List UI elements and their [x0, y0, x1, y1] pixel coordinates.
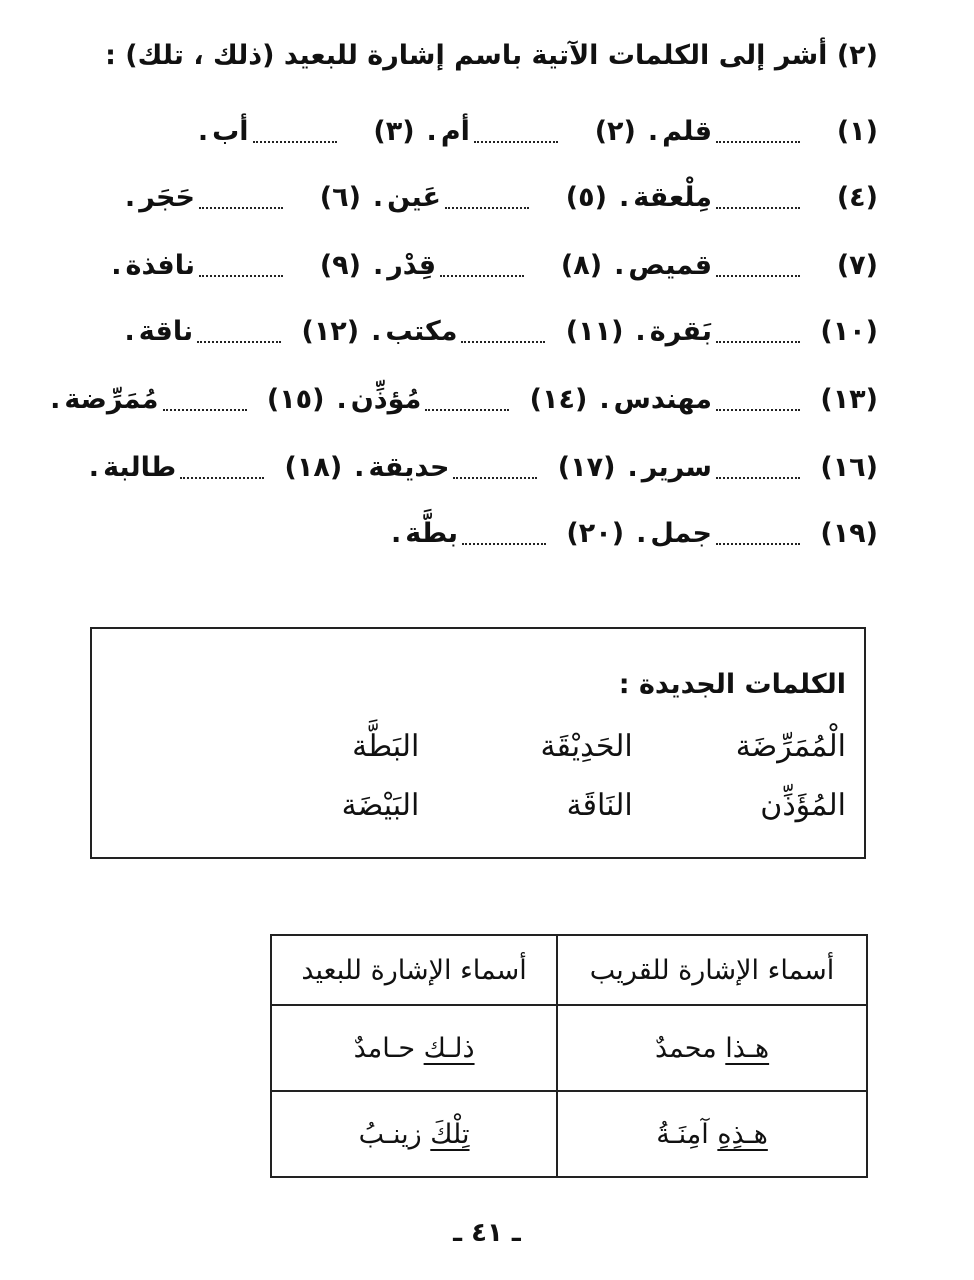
exercise-row: [88, 508, 878, 558]
exercise-row: [88, 106, 878, 156]
answer-blank[interactable]: [453, 455, 537, 479]
exercise-item: [342, 452, 615, 483]
item-word: بَقرة: [649, 315, 712, 347]
item-period: .: [336, 383, 347, 415]
item-number: (١٩): [820, 517, 878, 549]
exercise-item: [38, 384, 324, 415]
answer-blank[interactable]: [716, 253, 800, 277]
item-word: مكتب: [385, 315, 458, 347]
exercise-item: [624, 518, 878, 549]
exercise-item: [602, 250, 878, 281]
item-period: .: [426, 115, 437, 147]
item-number: (٦): [319, 181, 361, 213]
item-word: قميص: [628, 249, 712, 281]
item-word: بطَّة: [405, 517, 459, 549]
table-cell-far: [271, 1091, 557, 1177]
exercise-row: [88, 442, 878, 492]
item-period: .: [614, 249, 625, 281]
item-number: (٤): [836, 181, 878, 213]
item-period: .: [372, 181, 384, 213]
exercise-item: [113, 316, 360, 347]
exercise-item: [361, 182, 607, 213]
answer-blank[interactable]: [716, 387, 800, 411]
near-demonstrative: هـذا: [725, 1032, 770, 1064]
table-header-near: أسماء الإشارة للقريب: [557, 935, 867, 1005]
item-number: (١٥): [266, 383, 325, 415]
item-period: .: [111, 249, 122, 281]
item-word: أب: [212, 115, 249, 147]
item-period: .: [88, 451, 100, 483]
exercise-item: [113, 182, 361, 213]
answer-blank[interactable]: [716, 319, 800, 343]
table-row: [271, 1091, 867, 1177]
item-period: .: [599, 383, 610, 415]
table-cell-far: [271, 1005, 557, 1091]
item-number: (٩): [319, 249, 361, 281]
item-number: (١): [836, 115, 878, 147]
item-number: (٢٠): [566, 517, 625, 549]
table-cell-near: [557, 1091, 867, 1177]
exercise-item: [636, 116, 878, 147]
item-word: أم: [440, 115, 470, 147]
answer-blank[interactable]: [716, 455, 800, 479]
item-word: عَين: [387, 181, 441, 213]
item-period: .: [618, 181, 630, 213]
item-word: جمل: [650, 517, 712, 549]
item-number: (٨): [560, 249, 603, 281]
answer-blank[interactable]: [474, 119, 558, 143]
exercise-row: [88, 240, 878, 290]
exercise-item: [186, 116, 415, 147]
item-number: (١٦): [820, 451, 878, 483]
item-word: سرير: [641, 451, 712, 483]
item-number: (٥): [565, 181, 607, 213]
item-number: (٢): [594, 115, 636, 147]
far-noun: زينـبُ: [358, 1118, 422, 1150]
exercise-item: [587, 384, 878, 415]
vocab-word: البَيْضَة: [341, 788, 420, 823]
table-header-far: أسماء الإشارة للبعيد: [271, 935, 557, 1005]
vocab-word: البَطَّة: [352, 729, 420, 764]
answer-blank[interactable]: [445, 185, 529, 209]
exercise-item: [379, 518, 624, 549]
answer-blank[interactable]: [180, 455, 264, 479]
answer-blank[interactable]: [199, 185, 283, 209]
near-noun: آمِنَـةُ: [656, 1118, 709, 1150]
vocab-word: المُؤَذِّن: [760, 788, 846, 823]
item-word: مهندس: [613, 383, 712, 415]
far-noun: حـامدٌ: [353, 1032, 416, 1064]
exercise-item: [615, 452, 878, 483]
vocab-word: الْمُمَرِّضَة: [735, 729, 846, 764]
exercise-item: [77, 452, 342, 483]
far-demonstrative: ذلـك: [423, 1032, 475, 1064]
item-period: .: [371, 315, 382, 347]
item-period: .: [373, 249, 384, 281]
item-word: ناقة: [138, 315, 194, 347]
exercise-item: [623, 316, 878, 347]
answer-blank[interactable]: [440, 253, 524, 277]
item-number: (١٧): [557, 451, 616, 483]
page-number: ـ ٤١ ـ: [453, 1218, 521, 1248]
item-number: (٣): [373, 115, 415, 147]
far-demonstrative: تِلْكَ: [430, 1118, 470, 1150]
item-number: (١٢): [301, 315, 360, 347]
answer-blank[interactable]: [716, 521, 800, 545]
item-period: .: [124, 315, 135, 347]
item-number: (١٨): [284, 451, 343, 483]
item-word: مُمَرِّضة: [64, 383, 159, 415]
exercise-item: [415, 116, 636, 147]
item-number: (١٣): [820, 383, 878, 415]
item-word: طالبة: [103, 451, 177, 483]
answer-blank[interactable]: [461, 319, 545, 343]
item-word: قلم: [662, 115, 712, 147]
answer-blank[interactable]: [425, 387, 509, 411]
exercise-row: [88, 306, 878, 356]
answer-blank[interactable]: [462, 521, 546, 545]
exercise-item: [325, 384, 588, 415]
new-words-grid: [206, 729, 846, 823]
exercise-item: [361, 250, 602, 281]
near-noun: محمدٌ: [655, 1032, 717, 1064]
table-row: [271, 1005, 867, 1091]
item-period: .: [390, 517, 402, 549]
item-word: حديقة: [368, 451, 450, 483]
vocab-word: النَاقَة: [566, 788, 633, 823]
exercise-item: [607, 182, 878, 213]
item-period: .: [635, 315, 646, 347]
item-period: .: [197, 115, 209, 147]
exercise-heading: (٢) أشر إلى الكلمات الآتية باسم إشارة للبعيد (ذلك ، تلك) :: [105, 40, 878, 71]
item-period: .: [124, 181, 136, 213]
item-word: مِلْعقة: [633, 181, 712, 213]
item-number: (١١): [565, 315, 624, 347]
answer-blank[interactable]: [253, 119, 337, 143]
answer-blank[interactable]: [199, 253, 283, 277]
new-words-box: [90, 627, 866, 859]
item-word: نافذة: [125, 249, 195, 281]
item-word: حَجَر: [139, 181, 195, 213]
exercise-row: [88, 172, 878, 222]
near-demonstrative: هـذِهِ: [717, 1118, 768, 1150]
item-number: (١٤): [529, 383, 588, 415]
answer-blank[interactable]: [197, 319, 281, 343]
item-period: .: [50, 383, 61, 415]
exercise-row: [50, 374, 878, 424]
vocab-word: الحَدِيْقَة: [540, 729, 633, 764]
answer-blank[interactable]: [163, 387, 247, 411]
item-number: (١٠): [820, 315, 878, 347]
exercise-item: [99, 250, 361, 281]
answer-blank[interactable]: [716, 185, 800, 209]
item-period: .: [627, 451, 638, 483]
answer-blank[interactable]: [716, 119, 800, 143]
new-words-title: الكلمات الجديدة :: [618, 669, 846, 700]
item-word: مُؤذِّن: [350, 383, 422, 415]
table-cell-near: [557, 1005, 867, 1091]
item-period: .: [647, 115, 659, 147]
item-period: .: [354, 451, 365, 483]
demonstratives-table: [270, 934, 868, 1168]
item-number: (٧): [836, 249, 878, 281]
item-word: قِدْر: [387, 249, 437, 281]
exercise-item: [359, 316, 623, 347]
item-period: .: [636, 517, 647, 549]
